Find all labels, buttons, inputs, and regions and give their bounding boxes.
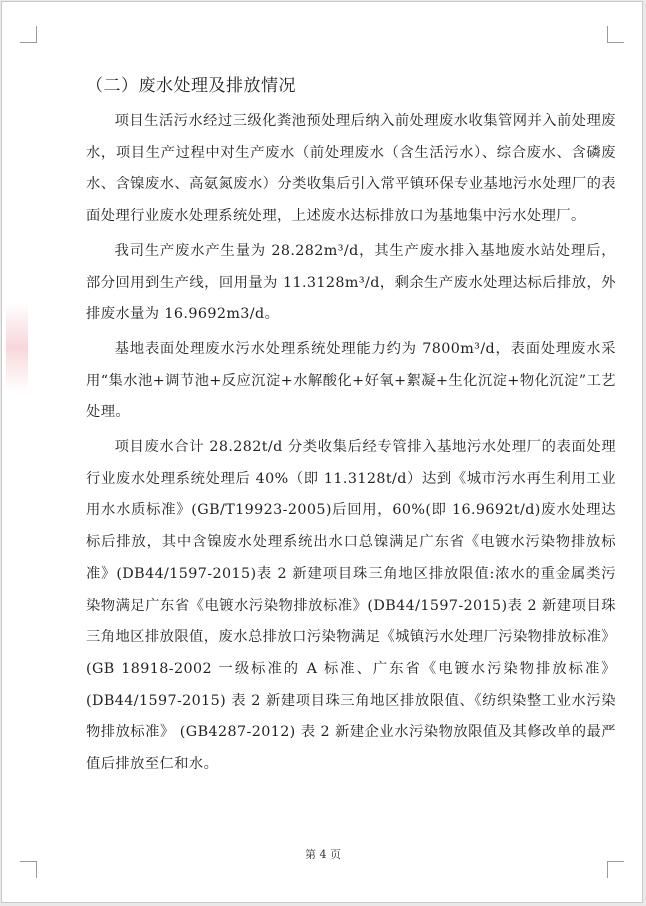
page-number: 第 4 页 bbox=[305, 848, 341, 861]
crop-mark-bottom-left bbox=[20, 861, 37, 878]
paragraph-domestic-sewage: 项目生活污水经过三级化粪池预处理后纳入前处理废水收集管网并入前处理废水，项目生产过程中对生产废水（前处理废水（含生活污水）、综合废水、含磷废水、含镍废水、高氨氮废水）分类收集后引入常平镇环保专业基地污水处理厂的表面处理行业废水处理系统处理，上述废水达标排放口为基地集中污水处理厂。 bbox=[86, 113, 616, 225]
crop-mark-bottom-right bbox=[607, 861, 624, 878]
paragraph-discharge-standards: 项目废水合计 28.282t/d 分类收集后经专管排入基地污水处理厂的表面处理行业废水处理系统处理后 40%（即 11.3128t/d）达到《城市污水再生利用工业用水水质标准》(GB/T19923-2005)后回用，60%(即 16.9692t/d)废水处理达标后排放，其中含镍废水处理系统出水口总镍满足广东省《电镀水污染物排放标准》(DB44/1597-2015)表 2 新建项目珠三角地区排放限值:浓水的重金属类污染物满足广东省《电镀水污染物排放标准》(DB44/1597-2015)表 2 新建项目珠三角地区排放限值，废水总排放口污染物满足《城镇污水处理厂污染物排放标准》(GB 18918-2002 一级标准的 A 标准、广东省《电镀水污染物排放标准》(DB44/1597-2015) 表 2 新建项目珠三角地区排放限值、《纺织染整工业水污染物排放标准》 (GB4287-2012) 表 2 新建企业水污染物放限值及其修改单的最严值后排放至仁和水。 bbox=[86, 439, 616, 773]
crop-mark-top-right bbox=[607, 26, 624, 43]
document-page bbox=[1, 1, 643, 903]
seal-stamp-edge bbox=[6, 302, 28, 392]
crop-mark-top-left bbox=[20, 26, 37, 43]
paragraph-treatment-capacity: 基地表面处理废水污水处理系统处理能力约为 7800m³/d，表面处理废水采用“集水池+调节池+反应沉淀+水解酸化+好氧+絮凝+生化沉淀+物化沉淀”工艺处理。 bbox=[86, 340, 616, 421]
page-content bbox=[86, 74, 616, 784]
section-heading: （二）废水处理及排放情况 bbox=[86, 76, 296, 96]
paragraph-wastewater-volume: 我司生产废水产生量为 28.282m³/d，其生产废水排入基地废水站处理后，部分回用到生产线，回用量为 11.3128m³/d，剩余生产废水处理达标后排放，外排废水量为 16.9692m3/d。 bbox=[86, 242, 616, 323]
